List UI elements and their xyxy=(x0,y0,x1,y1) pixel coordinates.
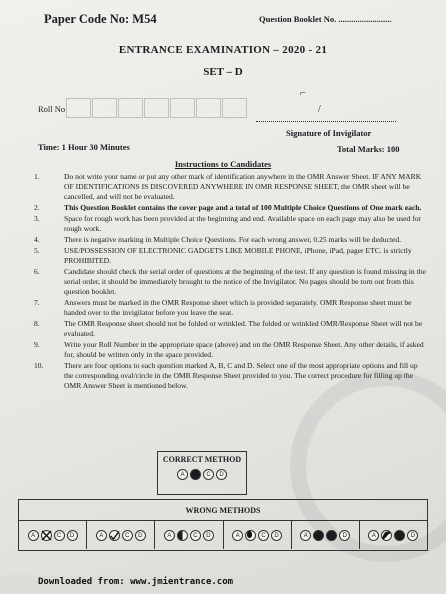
roll-box xyxy=(170,98,195,118)
roll-box xyxy=(222,98,247,118)
instruction-item xyxy=(26,267,426,298)
bubble-c: C xyxy=(203,469,214,480)
bubble-b-half-filled xyxy=(177,530,188,541)
bubble-a: A xyxy=(300,530,311,541)
roll-box xyxy=(196,98,221,118)
instruction-item xyxy=(26,340,426,360)
roll-box xyxy=(92,98,117,118)
bubble-b-filled xyxy=(313,530,324,541)
instruction-number: 8. xyxy=(34,319,40,328)
wrong-example-cross xyxy=(19,521,87,549)
bubble-c: C xyxy=(122,530,133,541)
instruction-text: Space for rough work has been provided at the beginning and end. Available space on each page may also be used for rough work. xyxy=(64,214,422,234)
bubble-b-crossed xyxy=(41,530,52,541)
roll-box xyxy=(118,98,143,118)
instruction-number: 1. xyxy=(34,172,40,181)
check-mark-icon xyxy=(109,530,120,541)
scribble-mark-icon xyxy=(381,530,392,541)
bubble-b-scribbled xyxy=(381,530,392,541)
roll-box xyxy=(144,98,169,118)
paper-code: Paper Code No: M54 xyxy=(44,12,157,26)
instruction-item xyxy=(26,172,426,203)
instruction-number: 6. xyxy=(34,266,40,276)
bubble-c: C xyxy=(54,530,65,541)
cross-mark-icon xyxy=(41,530,52,541)
instruction-text: There are four options to each question marked A, B, C and D. Select one of the most appropriate options and fill up the corresponding oval/circle in the OMR Response Sheet provided to you. The correct procedure for filling up the OMR Answer Sheet is mentioned below. xyxy=(64,361,418,391)
wrong-example-dot xyxy=(224,521,292,549)
instruction-item xyxy=(26,235,426,245)
bubble-d: D xyxy=(216,469,227,480)
bubble-d: D xyxy=(271,530,282,541)
instruction-item xyxy=(26,203,426,213)
instruction-text: The OMR Response sheet should not be folded or wrinkled. The folded or wrinkled OMR/Response Sheet will not be evaluated. xyxy=(64,319,423,339)
bubble-a: A xyxy=(96,530,107,541)
bubble-a: A xyxy=(368,530,379,541)
instruction-text: Do not write your name or put any other mark of identification anywhere in the OMR Answer Sheet. IF ANY MARK OF IDENTIFICATIONS IS DISCOVERED ANYWHERE IN OMR RESPONSE SHEET, the OMR sheet will be cancelled, and will not be evaluated. xyxy=(64,172,422,202)
instruction-number: 2. xyxy=(34,203,40,213)
dot-mark-icon xyxy=(245,530,256,541)
roll-number-boxes xyxy=(66,98,248,118)
exam-title: ENTRANCE EXAMINATION – 2020 - 21 xyxy=(118,44,328,56)
bubble-b-dotted xyxy=(245,530,256,541)
correct-method-box xyxy=(157,451,247,495)
download-source-footer: Downloaded from: www.jmientrance.com xyxy=(38,577,234,587)
correct-method-label: CORRECT METHOD xyxy=(162,455,242,464)
bubble-c-filled: C xyxy=(326,530,337,541)
bubble-a: A xyxy=(28,530,39,541)
bubble-a: A xyxy=(177,469,188,480)
wrong-example-tick xyxy=(87,521,155,549)
bubble-a: A xyxy=(164,530,175,541)
roll-box xyxy=(66,98,91,118)
correct-method-bubbles xyxy=(158,469,246,480)
instruction-item xyxy=(26,214,426,234)
pen-mark: ⌐ xyxy=(300,88,306,99)
instruction-text: Answers must be marked in the OMR Response sheet which is provided separately. OMR Response sheet must be handed over to the invigilator before you leave the seat. xyxy=(64,298,412,318)
bubble-d: D xyxy=(135,530,146,541)
instruction-item xyxy=(26,298,426,318)
instruction-text: USE/POSSESSION OF ELECTRONIC GADGETS LIKE MOBILE PHONE, iPhone, iPad, pager ETC. is strictly PROHIBITED. xyxy=(64,245,412,265)
pen-mark: / xyxy=(318,104,321,115)
exam-set: SET – D xyxy=(203,66,243,78)
question-booklet-number: Question Booklet No. ......................... xyxy=(259,14,392,24)
roll-number-label: Roll No xyxy=(38,104,66,114)
wrong-example-multiple-filled xyxy=(292,521,360,549)
instruction-text: This Question Booklet contains the cover page and a total of 100 Multiple Choice Questions of One mark each. xyxy=(64,203,422,213)
instruction-text: Write your Roll Number in the appropriate space (above) and on the OMR Response Sheet. Any other details, if asked for, should be written only in the space provided. xyxy=(64,340,424,360)
instruction-number: 10. xyxy=(34,361,44,370)
bubble-d: D xyxy=(67,530,78,541)
instruction-number: 3. xyxy=(34,214,40,223)
wrong-methods-box xyxy=(18,499,428,551)
instruction-text: There is negative marking in Multiple Choice Questions. For each wrong answer, 0.25 marks will be deducted. xyxy=(64,235,402,244)
instruction-number: 5. xyxy=(34,245,40,255)
instructions-list xyxy=(26,172,426,392)
exam-duration: Time: 1 Hour 30 Minutes xyxy=(38,142,130,152)
wrong-methods-label: WRONG METHODS xyxy=(19,500,427,521)
instruction-text: Candidate should check the serial order of questions at the beginning of the test. If any question is found missing in the serial order, it should be immediately brought to the notice of the Invigilator. No pages should be torn out from this question booklet. xyxy=(64,266,426,297)
bubble-b-filled: B xyxy=(190,469,201,480)
instructions-heading: Instructions to Candidates xyxy=(174,159,272,169)
instruction-item xyxy=(26,319,426,339)
instruction-number: 4. xyxy=(34,235,40,244)
wrong-methods-examples xyxy=(19,521,427,549)
bubble-c-filled xyxy=(394,530,405,541)
instruction-number: 9. xyxy=(34,340,40,349)
signature-line xyxy=(256,121,396,122)
instruction-item xyxy=(26,361,426,392)
bubble-d: D xyxy=(339,530,350,541)
bubble-b-ticked xyxy=(109,530,120,541)
bubble-d: D xyxy=(407,530,418,541)
bubble-c: C xyxy=(258,530,269,541)
bubble-a: A xyxy=(232,530,243,541)
total-marks: Total Marks: 100 xyxy=(337,144,400,154)
instruction-item xyxy=(26,246,426,266)
bubble-c: C xyxy=(190,530,201,541)
wrong-example-half-filled xyxy=(155,521,223,549)
invigilator-signature-label: Signature of Invigilator xyxy=(286,128,372,138)
bubble-d: D xyxy=(203,530,214,541)
instruction-number: 7. xyxy=(34,298,40,307)
wrong-example-scribble xyxy=(360,521,427,549)
